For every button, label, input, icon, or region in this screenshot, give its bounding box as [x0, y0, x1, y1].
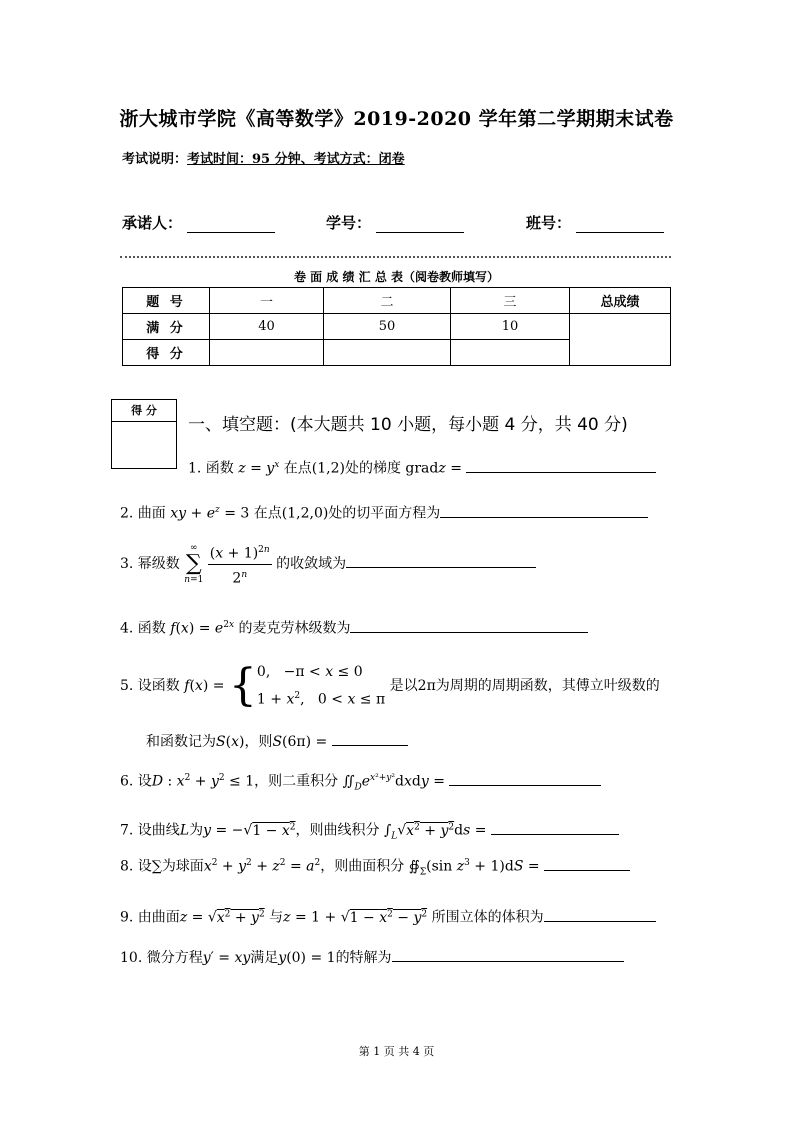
question-text: ，则 [244, 734, 273, 750]
class-blank[interactable] [576, 216, 664, 233]
question-text: 所围立体的体积为 [431, 909, 544, 926]
total-header: 总成绩 [570, 288, 671, 314]
question-10: 10. 微分方程y′ = xy满足y(0) = 1的特解为 [120, 947, 624, 968]
answer-blank[interactable] [440, 503, 648, 518]
question-text: ，则二重积分 [254, 773, 339, 790]
question-6: 6. 设D : $x^2 + y^2 \le 1$，则二重积分 $∬_De^{x^2+y^2}dxdy$ = [120, 768, 601, 797]
class-label: 班号： [526, 214, 572, 232]
question-7: 7. 设曲线L为$y = -√1 - x^2$，则曲线积分 $\int_L√x^2 + y^2ds$ = [120, 817, 619, 846]
exam-note [122, 148, 405, 167]
answer-blank[interactable] [491, 820, 619, 835]
col-header: 三 [451, 288, 570, 314]
question-text: 3. 幂级数 [120, 556, 180, 573]
score-cell[interactable] [324, 340, 451, 366]
question-text: 在点 [283, 460, 312, 477]
col-header: 二 [324, 288, 451, 314]
answer-blank[interactable] [466, 458, 656, 473]
question-text: 处的切平面方程为 [328, 505, 441, 522]
question-3: 3. 幂级数 ∞ ∑ n=1 $\frac{(x + 1)^{2n}}{2^n}$ 的收敛域为 [120, 540, 536, 588]
exam-title: 浙大城市学院《高等数学》2019-2020 学年第二学期期末试卷 [119, 108, 674, 130]
question-4: 4. 函数 $f(x) = e^{2x}$ 的麦克劳林级数为 [120, 615, 588, 639]
table-row [123, 288, 671, 314]
question-text: 的收敛域为 [276, 556, 347, 573]
section-score-label: 得 分 [112, 400, 176, 422]
question-text: 的特解为 [335, 950, 392, 966]
total-score-cell[interactable] [570, 314, 671, 366]
question-1: 1. 函数 $z = y^x$ 在点(1,2)处的梯度 gradz = [188, 455, 656, 479]
question-8: 8. 设∑为球面$x^2 + y^2 + z^2 = a^2$，则曲面积分 $∯_\Sigma(\sin$ $z^3 + 1)dS$ = [120, 853, 630, 882]
note-label: 考试说明： [122, 152, 188, 167]
answer-blank[interactable] [392, 947, 624, 962]
question-text: 满足 [250, 950, 279, 966]
question-2: 2. 曲面 xy + $e^z = 3$ 在点(1,2,0)处的切平面方程为 [120, 500, 648, 524]
table-row [123, 314, 671, 340]
score-cell[interactable] [210, 340, 324, 366]
section-heading: 一、填空题：(本大题共 10 小题，每小题 4 分，共 40 分) [188, 415, 628, 435]
question-text: 是以 [389, 677, 418, 694]
question-text: 9. 由曲面 [120, 909, 180, 926]
answer-blank[interactable] [544, 907, 656, 922]
question-5-continued: 和函数记为S(x)，则S(6π) = [146, 731, 408, 752]
full-mark-cell: 40 [210, 314, 324, 340]
student-id-label: 学号： [326, 214, 372, 232]
question-text: 与 [269, 909, 284, 926]
question-text: 1. 函数 [188, 460, 234, 477]
answer-blank[interactable] [332, 731, 408, 746]
question-text: 的麦克劳林级数为 [238, 620, 351, 637]
class-field [526, 212, 664, 233]
question-text: ，则曲线积分 [295, 822, 380, 839]
question-text: 在点 [253, 505, 282, 522]
dotted-divider [120, 256, 671, 258]
promiser-blank[interactable] [187, 216, 275, 233]
question-text: 4. 函数 [120, 620, 166, 637]
answer-blank[interactable] [449, 771, 601, 786]
promiser-field [122, 212, 275, 233]
question-text: 5. 设函数 [120, 677, 180, 694]
full-mark-cell: 10 [451, 314, 570, 340]
question-text: 为球面 [161, 858, 204, 875]
question-text: 为 [189, 822, 204, 839]
question-text: 8. 设 [120, 858, 152, 875]
question-text: (1,2) [311, 460, 345, 477]
score-summary-table [122, 287, 671, 366]
question-text: 和函数记为 [146, 734, 216, 750]
question-text: 6. 设 [120, 773, 152, 790]
question-text: 7. 设曲线 [120, 822, 180, 839]
answer-blank[interactable] [544, 856, 630, 871]
question-text: 处的梯度 [344, 460, 401, 477]
question-text: 10. 微分方程 [120, 950, 203, 966]
question-text: 2. 曲面 [120, 505, 166, 522]
question-text: ，则曲面积分 [320, 858, 405, 875]
student-id-blank[interactable] [376, 216, 464, 233]
row-header: 题 号 [123, 288, 210, 314]
answer-blank[interactable] [350, 618, 588, 633]
page-footer: 第 1 页 共 4 页 [358, 1045, 435, 1058]
promiser-label: 承诺人： [122, 214, 183, 232]
question-text: 为周期的周期函数，其傅立叶级数的 [435, 677, 660, 694]
question-text: (1,2,0) [281, 505, 329, 522]
student-id-field [326, 212, 464, 233]
question-5: 5. 设函数 f(x) = { 0, −π < x ≤ 0 $1 + x^2$, 0 < x ≤ π 是以2π为周期的周期函数，其傅立叶级数的 [120, 659, 660, 711]
question-9: 9. 由曲面$z = √x^2 + y^2$ 与$z = 1 + √1 - x^2 - y^2$ 所围立体的体积为 [120, 904, 656, 928]
row-header: 得 分 [123, 340, 210, 366]
section-score-box [111, 399, 177, 469]
col-header: 一 [210, 288, 324, 314]
row-header: 满 分 [123, 314, 210, 340]
answer-blank[interactable] [346, 553, 536, 568]
full-mark-cell: 50 [324, 314, 451, 340]
score-cell[interactable] [451, 340, 570, 366]
note-text: 考试时间：95 分钟、考试方式：闭卷 [187, 152, 405, 167]
score-table-caption: 卷 面 成 绩 汇 总 表（阅卷教师填写） [293, 270, 500, 284]
